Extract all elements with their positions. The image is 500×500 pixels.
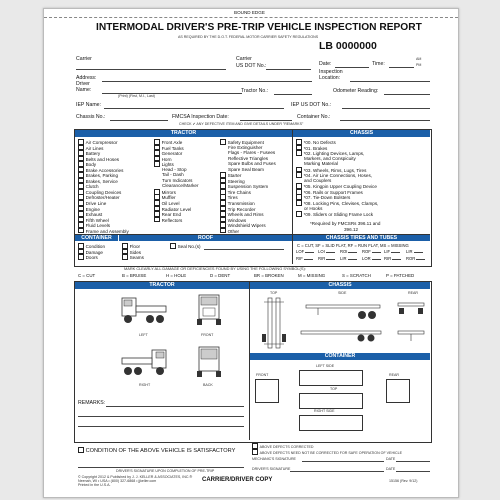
item-label: Generator bbox=[161, 151, 183, 157]
item-label: Other bbox=[227, 228, 240, 234]
item-label: Fire Extinguisher bbox=[228, 144, 263, 150]
tire-legend: C = CUT, SF = SLID FLAT, RF = RUN FLAT, MS = MISSING bbox=[297, 243, 409, 248]
column-divider bbox=[292, 130, 293, 264]
item-label: Starter bbox=[227, 173, 242, 179]
item-label: *09. Sliders or Sliding Frame Lock bbox=[303, 212, 374, 218]
tire-position-label: ROF bbox=[362, 249, 371, 254]
item-label: Spare Seal Beam bbox=[228, 166, 265, 172]
item-checkbox[interactable] bbox=[78, 254, 84, 260]
seal-no-field[interactable] bbox=[204, 249, 284, 250]
item-label: Flags - Flares - Fusees bbox=[228, 150, 276, 156]
checklist-item[interactable] bbox=[122, 254, 144, 260]
item-label: Marking Material bbox=[304, 161, 338, 167]
tire-position-label: LOI bbox=[318, 249, 325, 254]
item-label: Steering bbox=[227, 178, 245, 184]
container-items bbox=[78, 243, 105, 260]
chassis-band bbox=[293, 130, 430, 137]
address-label: Address: bbox=[76, 75, 97, 81]
roof-items bbox=[122, 243, 144, 260]
item-label: Head - Stop bbox=[162, 166, 187, 172]
iep-us-dot-field[interactable] bbox=[342, 108, 430, 109]
inspection-location-field[interactable] bbox=[350, 81, 430, 82]
satisfactory-row bbox=[78, 447, 235, 454]
item-label: *08. Locking Pins, Clevises, Clamps, bbox=[303, 201, 379, 207]
item-label: *05. Kingpin Upper Coupling Device bbox=[303, 184, 377, 190]
item-label: Muffler bbox=[161, 195, 176, 201]
tire-position-label: RIF bbox=[296, 256, 303, 261]
label-right: RIGHT bbox=[139, 383, 151, 387]
chassis-diagram-band bbox=[250, 282, 430, 289]
tire-position-label: LIR bbox=[340, 256, 347, 261]
seal-no-label bbox=[170, 243, 201, 250]
tractor-diagram-heading: TRACTOR bbox=[149, 282, 175, 288]
remarks-line-1[interactable] bbox=[106, 406, 244, 407]
tractor-no-field[interactable] bbox=[274, 94, 312, 95]
label-container-left: LEFT SIDE bbox=[316, 364, 335, 368]
item-label: Exhaust bbox=[85, 212, 103, 218]
checklist-item[interactable] bbox=[220, 228, 276, 234]
item-checkbox[interactable] bbox=[220, 139, 226, 145]
item-label: Trip Recorder bbox=[227, 206, 256, 212]
report-number: LB 0000000 bbox=[319, 40, 377, 52]
label-chassis-rear: REAR bbox=[408, 291, 418, 295]
tire-position-label: ROI bbox=[340, 249, 348, 254]
tire-position-field[interactable] bbox=[348, 259, 357, 260]
copyright-3: Printed in the U.S.A. bbox=[78, 483, 111, 487]
address-field[interactable] bbox=[102, 81, 312, 82]
container-front bbox=[255, 379, 279, 403]
item-label: *03. Wheels, Rims, Lugs, Tires bbox=[303, 167, 367, 173]
tire-position bbox=[340, 249, 357, 255]
item-checkbox[interactable] bbox=[154, 161, 160, 167]
item-label: *04. Air Line Connections, Hoses, bbox=[303, 173, 373, 179]
copy-label: CARRIER/DRIVER COPY bbox=[202, 477, 273, 483]
chassis-side-drawing bbox=[304, 299, 384, 329]
damage-symbol: H = HOLE bbox=[166, 273, 187, 278]
item-label: *00. No Defects bbox=[303, 140, 336, 146]
item-label: Coupling Devices bbox=[85, 190, 122, 196]
item-label: Mirrors bbox=[161, 190, 176, 196]
fmcsa-date-field[interactable] bbox=[240, 120, 292, 121]
label-front: FRONT bbox=[201, 333, 214, 337]
chassis-top-drawing bbox=[256, 296, 291, 351]
item-label: Seams bbox=[129, 255, 144, 261]
tire-position-field[interactable] bbox=[348, 252, 357, 253]
container-top bbox=[299, 393, 363, 409]
driver-date-field[interactable] bbox=[396, 471, 430, 472]
tire-position-label: LIF bbox=[384, 249, 391, 254]
tire-position-field[interactable] bbox=[305, 252, 314, 253]
item-checkbox[interactable] bbox=[78, 228, 84, 234]
checklist-item[interactable] bbox=[154, 217, 199, 223]
tire-position bbox=[384, 256, 401, 262]
tire-position-field[interactable] bbox=[326, 259, 335, 260]
chassis-diagram-heading: CHASSIS bbox=[328, 282, 352, 288]
item-label: Tail - Dash bbox=[162, 172, 184, 178]
label-container-front: FRONT bbox=[256, 373, 269, 377]
inspection-form bbox=[43, 8, 459, 498]
tractor-right-drawing bbox=[114, 344, 174, 384]
bound-edge-line bbox=[44, 17, 458, 18]
carrier-label-2: Carrier bbox=[236, 56, 252, 62]
not-corrected-row bbox=[252, 449, 402, 455]
tire-position-field[interactable] bbox=[414, 252, 423, 253]
tractor-list-3 bbox=[220, 139, 276, 233]
label-container-top: TOP bbox=[330, 387, 338, 391]
tire-position-label: LIR bbox=[406, 249, 413, 254]
item-label: Brakes, Service bbox=[85, 178, 118, 184]
item-label: Clearance/Marker bbox=[162, 183, 199, 189]
copyright-1: © Copyright 2012 & Published by J. J. KELLER & ASSOCIATES, INC.® bbox=[78, 475, 193, 479]
container-heading: CONTAINER bbox=[81, 235, 112, 241]
item-checkbox[interactable] bbox=[296, 211, 302, 217]
chassis-heading: CHASSIS bbox=[349, 130, 374, 136]
am-label: AM bbox=[416, 57, 422, 61]
tractor-heading: TRACTOR bbox=[170, 130, 197, 136]
tire-position-label: LOF bbox=[296, 249, 305, 254]
item-label: Condition bbox=[85, 244, 106, 250]
damage-symbol: M = MISSING bbox=[298, 273, 326, 278]
item-label: Battery bbox=[85, 151, 101, 157]
item-label: Reflective Triangles bbox=[228, 155, 269, 161]
chassis-no-field[interactable] bbox=[110, 120, 168, 121]
item-label: Rear End bbox=[161, 212, 182, 218]
odometer-label: Odometer Reading: bbox=[333, 88, 379, 94]
item-label: Frame and Assembly bbox=[85, 228, 129, 234]
item-label: Spare Bulbs and Fuses bbox=[228, 161, 276, 167]
item-label: Belts and Hoses bbox=[85, 156, 120, 162]
container-band bbox=[75, 235, 118, 241]
tire-position-field[interactable] bbox=[304, 259, 313, 260]
chassis-front-drawing bbox=[396, 327, 426, 347]
item-label: Windshield Wipers bbox=[227, 223, 266, 229]
iep-us-dot-label: IEP US DOT No.: bbox=[291, 102, 332, 108]
tire-position-field[interactable] bbox=[372, 252, 381, 253]
item-label: Brake Accessories bbox=[85, 167, 124, 173]
tire-position-field[interactable] bbox=[416, 259, 425, 260]
corrected-text: ABOVE DEFECTS CORRECTED bbox=[259, 445, 314, 450]
container-diagram-heading: CONTAINER bbox=[324, 353, 356, 359]
date-label: Date: bbox=[319, 61, 332, 67]
damage-symbol: S = SCRATCH bbox=[342, 273, 371, 278]
item-label: Body bbox=[85, 162, 97, 168]
item-label: or Hooks bbox=[304, 205, 323, 211]
item-label: and Couplers bbox=[304, 177, 332, 183]
item-label: Air Lines bbox=[85, 145, 104, 151]
item-label: Clutch bbox=[85, 184, 99, 190]
tractor-band bbox=[75, 130, 292, 137]
tire-position-field[interactable] bbox=[372, 259, 381, 260]
tires-heading: CHASSIS TIRES AND TUBES bbox=[325, 235, 398, 241]
driver-signature-field[interactable] bbox=[78, 467, 244, 468]
item-checkbox[interactable] bbox=[296, 150, 302, 156]
tire-position bbox=[296, 249, 314, 255]
tire-position bbox=[406, 256, 425, 262]
mechanic-signature-field[interactable] bbox=[302, 461, 384, 462]
iep-name-label: IEP Name: bbox=[76, 102, 101, 108]
seal-no-text: Seal No.(s) bbox=[177, 244, 201, 250]
damage-symbol: C = CUT bbox=[78, 273, 96, 278]
tire-position-label: RIR bbox=[318, 256, 326, 261]
driver-signature-label: DRIVER'S SIGNATURE UPON COMPLETION OF PRE-TRIP bbox=[116, 469, 215, 473]
damage-symbol: BR = BROKEN bbox=[254, 273, 284, 278]
container-no-label: Container No.: bbox=[297, 114, 331, 120]
container-right-side bbox=[299, 415, 363, 431]
check-instruction: CHECK ✔ ANY DEFECTIVE ITEM AND GIVE DETAILS UNDER "REMARKS" bbox=[179, 122, 304, 126]
fmcsa-date-label: FMCSA Inspection Date: bbox=[172, 114, 229, 120]
tire-position-label: ROR bbox=[406, 256, 416, 261]
item-label: Sides bbox=[129, 249, 142, 255]
item-label: *06. Rails or Support Frames bbox=[303, 190, 363, 196]
item-label: Drive Line bbox=[85, 201, 107, 207]
label-container-right: RIGHT SIDE bbox=[314, 409, 335, 413]
item-checkbox[interactable] bbox=[122, 254, 128, 260]
item-label: Reflectors bbox=[161, 217, 183, 223]
item-label: Oil Level bbox=[161, 201, 180, 207]
item-label: Markers, and Conspicuity bbox=[304, 155, 356, 161]
damage-note: MARK CLEARLY ALL DAMAGE OR DEFICIENCIES FOUND BY USING THE FOLLOWING SYMBOL(S): bbox=[124, 266, 306, 271]
item-label: Tire Chains bbox=[227, 190, 251, 196]
tire-position bbox=[318, 256, 335, 262]
tractor-back-drawing bbox=[194, 344, 224, 384]
item-label: Windows bbox=[227, 217, 247, 223]
tire-position-field[interactable] bbox=[392, 259, 401, 260]
tractor-left-drawing bbox=[114, 292, 174, 332]
item-label: Suspension System bbox=[227, 184, 269, 190]
satisfactory-checkbox[interactable] bbox=[78, 447, 84, 453]
item-label: *07. Tie-Down Bolsters bbox=[303, 195, 351, 201]
item-label: Radiator Level bbox=[161, 206, 192, 212]
copyright-2: Neenah, WI • USA • (800) 327-6868 • jjkeller.com bbox=[78, 479, 157, 483]
tire-position-label: RIR bbox=[384, 256, 392, 261]
roof-heading: ROOF bbox=[198, 235, 213, 241]
form-subtitle: AS REQUIRED BY THE D.O.T. FEDERAL MOTOR CARRIER SAFETY REGULATIONS bbox=[178, 35, 319, 39]
chassis-side-drawing-2 bbox=[299, 327, 384, 347]
tire-position bbox=[406, 249, 423, 255]
pm-label: PM bbox=[416, 63, 422, 67]
us-dot-field[interactable] bbox=[266, 69, 311, 70]
item-label: Horn bbox=[161, 156, 172, 162]
item-label: Doors bbox=[85, 255, 98, 261]
corrected-checkbox[interactable] bbox=[252, 443, 258, 449]
roof-band bbox=[119, 235, 292, 241]
chassis-list bbox=[296, 139, 378, 217]
remarks-line-2[interactable] bbox=[78, 416, 244, 417]
label-left: LEFT bbox=[139, 333, 148, 337]
item-label: Front Axle bbox=[161, 140, 183, 146]
driver-name-hint: (Print) (First, M.I., Last) bbox=[118, 94, 155, 98]
odometer-field[interactable] bbox=[384, 94, 430, 95]
item-label: *02. Lighting Devices, Lamps, bbox=[303, 151, 365, 157]
damage-symbol: D = DENT bbox=[210, 273, 231, 278]
tractor-list-2 bbox=[154, 139, 199, 222]
chassis-no-label: Chassis No.: bbox=[76, 114, 106, 120]
item-label: Fuel Tanks bbox=[161, 145, 184, 151]
fmcsr-note-1: *Required by FMCSRs 396.11 and bbox=[310, 221, 381, 226]
tire-positions bbox=[296, 249, 428, 263]
tractor-list-1 bbox=[78, 139, 129, 233]
chassis-rear-drawing bbox=[396, 299, 426, 324]
item-label: Air Compressor bbox=[85, 140, 118, 146]
tire-position bbox=[340, 256, 357, 262]
time-field[interactable] bbox=[389, 67, 414, 68]
item-label: Defroster/Heater bbox=[85, 195, 120, 201]
mechanic-date-label: DATE bbox=[386, 457, 396, 461]
remarks-label: REMARKS: bbox=[78, 400, 106, 406]
form-title: INTERMODAL DRIVER'S PRE-TRIP VEHICLE INSPECTION REPORT bbox=[96, 22, 422, 33]
label-chassis-top: TOP bbox=[270, 291, 278, 295]
carrier-field[interactable] bbox=[76, 69, 226, 70]
damage-symbol: P = PATCHED bbox=[386, 273, 415, 278]
iep-name-field[interactable] bbox=[104, 108, 284, 109]
label-container-rear: REAR bbox=[389, 373, 399, 377]
item-label: Wheels and Rims bbox=[227, 212, 264, 218]
tractor-front-drawing bbox=[194, 292, 224, 332]
item-label: *01. Brakes bbox=[303, 145, 328, 151]
checklist-item[interactable] bbox=[78, 228, 129, 234]
label-chassis-side: SIDE bbox=[338, 291, 347, 295]
container-diagram-band bbox=[250, 353, 430, 360]
item-checkbox[interactable] bbox=[296, 172, 302, 178]
item-checkbox[interactable] bbox=[296, 200, 302, 206]
satisfactory-text: CONDITION OF THE ABOVE VEHICLE IS SATISFACTORY bbox=[85, 448, 236, 455]
item-checkbox[interactable] bbox=[220, 228, 226, 234]
tire-position bbox=[318, 249, 335, 255]
driver-date-label: DATE bbox=[386, 467, 396, 471]
item-label: Fifth Wheel bbox=[85, 217, 109, 223]
item-label: Tires bbox=[227, 195, 238, 201]
container-no-field[interactable] bbox=[340, 120, 430, 121]
carrier-label: Carrier bbox=[76, 56, 92, 62]
mechanic-date-field[interactable] bbox=[396, 461, 430, 462]
us-dot-label: US DOT No.: bbox=[236, 63, 267, 69]
tire-position-field[interactable] bbox=[326, 252, 335, 253]
damage-symbol: B = BRUISE bbox=[122, 273, 147, 278]
container-rear bbox=[386, 379, 410, 403]
bound-edge-label: BOUND EDGE bbox=[234, 10, 265, 15]
tire-position bbox=[362, 256, 381, 262]
remarks-line-3[interactable] bbox=[78, 426, 244, 427]
item-checkbox[interactable] bbox=[154, 217, 160, 223]
damage-symbols bbox=[78, 273, 428, 279]
label-back: BACK bbox=[203, 383, 213, 387]
tire-position bbox=[384, 249, 400, 255]
time-label: Time: bbox=[372, 61, 385, 67]
tire-position-field[interactable] bbox=[391, 252, 400, 253]
mechanic-signature-label: MECHANIC'S SIGNATURE bbox=[252, 457, 296, 461]
date-field[interactable] bbox=[335, 67, 369, 68]
checklist-item[interactable] bbox=[296, 211, 378, 217]
driver-signature-2-label: DRIVER'S SIGNATURE bbox=[252, 467, 291, 471]
diagram-divider bbox=[249, 282, 250, 440]
item-label: Floor bbox=[129, 244, 141, 250]
not-corrected-text: ABOVE DEFECTS NEED NOT BE CORRECTED FOR SAFE OPERATION OF VEHICLE bbox=[259, 451, 403, 456]
not-corrected-checkbox[interactable] bbox=[252, 449, 258, 455]
driver-signature-2-field[interactable] bbox=[290, 471, 384, 472]
item-label: Transmission bbox=[227, 201, 255, 207]
tractor-no-label: Tractor No.: bbox=[241, 88, 269, 94]
tire-position bbox=[296, 256, 313, 262]
inspection-location-label: Inspection Location: bbox=[319, 69, 343, 81]
form-number: 15156 (Rev. 9/12) bbox=[389, 479, 418, 483]
tire-position-label: LOR bbox=[362, 256, 371, 261]
fmcsr-note-2: 396.12 bbox=[344, 227, 359, 232]
item-label: Turn Indicators bbox=[162, 177, 193, 183]
item-label: Safety Equipment bbox=[227, 140, 264, 146]
seal-checkbox[interactable] bbox=[170, 243, 176, 249]
driver-name-label: Driver Name: bbox=[76, 81, 92, 93]
tractor-diagram-band bbox=[75, 282, 249, 289]
item-label: Lights bbox=[161, 162, 174, 168]
item-label: Damage bbox=[85, 249, 103, 255]
tires-band bbox=[293, 235, 430, 241]
container-left-side bbox=[299, 370, 363, 386]
item-label: Fluid Levels bbox=[85, 223, 111, 229]
tire-position bbox=[362, 249, 381, 255]
item-label: Brakes, Parking bbox=[85, 173, 119, 179]
item-label: Engine bbox=[85, 206, 100, 212]
